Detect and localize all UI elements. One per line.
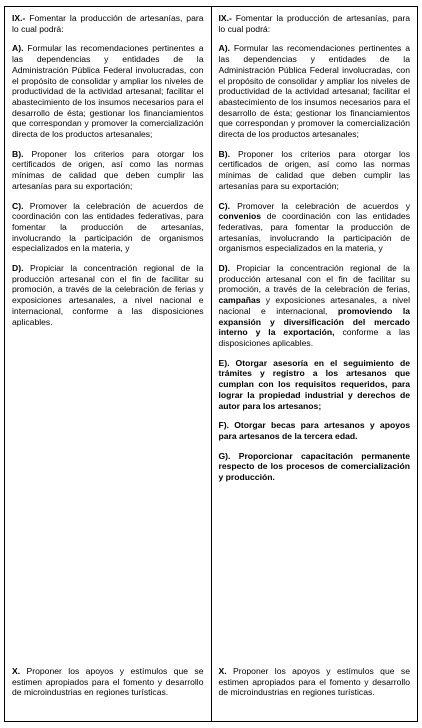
right-item-a bbox=[219, 43, 411, 139]
right-item-b-label: B). bbox=[218, 148, 230, 159]
table-row bbox=[5, 7, 418, 722]
left-item-b-label: B). bbox=[12, 148, 24, 159]
left-intro bbox=[12, 13, 204, 34]
left-item-c-label: C). bbox=[12, 200, 24, 211]
right-item-c bbox=[219, 201, 411, 255]
left-item-b bbox=[12, 149, 204, 192]
right-intro-text: Fomentar la producción de artesanías, para lo cual podrá: bbox=[218, 13, 410, 34]
left-item-x-label: X. bbox=[12, 666, 21, 676]
right-item-x-text: Proponer los apoyos y estímulos que se estimen apropiados para el fomento y desarrollo de microindustrias en regiones turísticas. bbox=[218, 666, 410, 698]
left-item-a bbox=[12, 43, 204, 139]
right-item-d bbox=[219, 263, 411, 349]
right-item-f: F). Otorgar becas para artesanos y apoyos para artesanos de la tercera edad. bbox=[218, 420, 410, 441]
right-item-c-text-2: de coordinación con las entidades federativas, para fomentar la producción de artesanías, involucrando la participación de organismos especializados en la materia, y bbox=[218, 211, 410, 254]
left-item-x-text: Proponer los apoyos y estímulos que se estimen apropiados para el fomento y desarrollo de microindustrias en regiones turísticas. bbox=[12, 666, 204, 698]
right-item-a-text: Formular las recomendaciones pertinentes a las dependencias y entidades de la Administración Pública Federal involucradas, con el propósito de consolidar y ampliar los niveles de productividad de la actividad artesanal; facilitar el abastecimiento de los insumos necesarios para el desarrollo de ésta; gestionar los financiamientos que correspondan y promover la comercialización directa de los productos artesanales; bbox=[218, 43, 410, 140]
left-column bbox=[5, 7, 212, 722]
left-column-content bbox=[12, 13, 204, 717]
right-item-d-text-1: Propiciar la concentración regional de la producción artesanal con el fin de facilitar su promoción, a través de la celebración de ferias, bbox=[218, 263, 410, 295]
right-item-x bbox=[219, 666, 411, 698]
right-item-b-text: Proponer los criterios para otorgar los certificados de origen, así como las normas mínimas de calidad que deben cumplir las artesanías para su exportación; bbox=[218, 148, 410, 191]
right-item-g-text: Proporcionar capacitación permanente respecto de los procesos de comercialización y producción. bbox=[218, 450, 410, 483]
right-item-g bbox=[219, 451, 411, 483]
left-item-d-label: D). bbox=[12, 263, 24, 274]
left-item-x bbox=[12, 666, 204, 698]
left-item-c bbox=[12, 201, 204, 255]
left-item-a-text: Formular las recomendaciones pertinentes a las dependencias y entidades de la Administración Pública Federal involucradas, con el propósito de consolidar y ampliar los niveles de productividad de la actividad artesanal; facilitar el abastecimiento de los insumos necesarios para el desarrollo de ésta; gestionar los financiamientos que correspondan y promover la comercialización directa de los productos artesanales; bbox=[12, 43, 204, 140]
right-column bbox=[211, 7, 418, 722]
left-item-d bbox=[12, 263, 204, 327]
right-intro bbox=[219, 13, 411, 34]
left-intro-label: IX.- bbox=[12, 13, 26, 23]
right-item-x-label: X. bbox=[218, 666, 227, 676]
comparison-table bbox=[4, 6, 418, 722]
right-item-a-label: A). bbox=[218, 43, 230, 54]
left-item-c-text: Promover la celebración de acuerdos de coordinación con las entidades federativas, para fomentar la producción de artesanías, involucrando la participación de organismos especializados en la materia, y bbox=[12, 200, 204, 254]
right-item-c-text-bold: convenios bbox=[218, 211, 262, 222]
right-item-d-text-bold-1: campañas bbox=[218, 295, 261, 306]
right-item-c-label: C). bbox=[218, 200, 230, 211]
right-item-d-label: D). bbox=[218, 263, 230, 274]
left-item-b-text: Proponer los criterios para otorgar los certificados de origen, así como las normas mínimas de calidad que deben cumplir las artesanías para su exportación; bbox=[12, 148, 204, 191]
left-item-a-label: A). bbox=[12, 43, 24, 54]
right-item-d-text-3: conforme a las disposiciones aplicables. bbox=[218, 327, 410, 348]
right-item-g-label: G). bbox=[218, 450, 231, 461]
right-intro-label: IX.- bbox=[218, 13, 232, 23]
right-item-d-text-2: y exposiciones artesanales, a nivel nacional e internacional, bbox=[218, 295, 410, 316]
right-item-b bbox=[219, 149, 411, 192]
left-intro-text: Fomentar la producción de artesanías, para lo cual podrá: bbox=[12, 13, 204, 34]
left-item-d-text: Propiciar la concentración regional de la producción artesanal con el fin de facilitar su promoción, a través de la celebración de ferias y exposiciones artesanales, a nivel nacional e internacional, conforme a las disposiciones aplicables. bbox=[12, 263, 204, 327]
right-item-d-text-bold-2: promoviendo la expansión y diversificación del mercado interno y la exportación, bbox=[218, 305, 410, 338]
right-item-e: E). Otorgar asesoría en el seguimiento de trámites y registro a los artesanos que cumplan con los requisitos requeridos, para lograr la propiedad industrial y derechos de autor para los artesanos; bbox=[218, 357, 410, 411]
right-item-c-text-1: Promover la celebración de acuerdos y bbox=[237, 200, 410, 211]
right-column-content bbox=[219, 13, 411, 717]
